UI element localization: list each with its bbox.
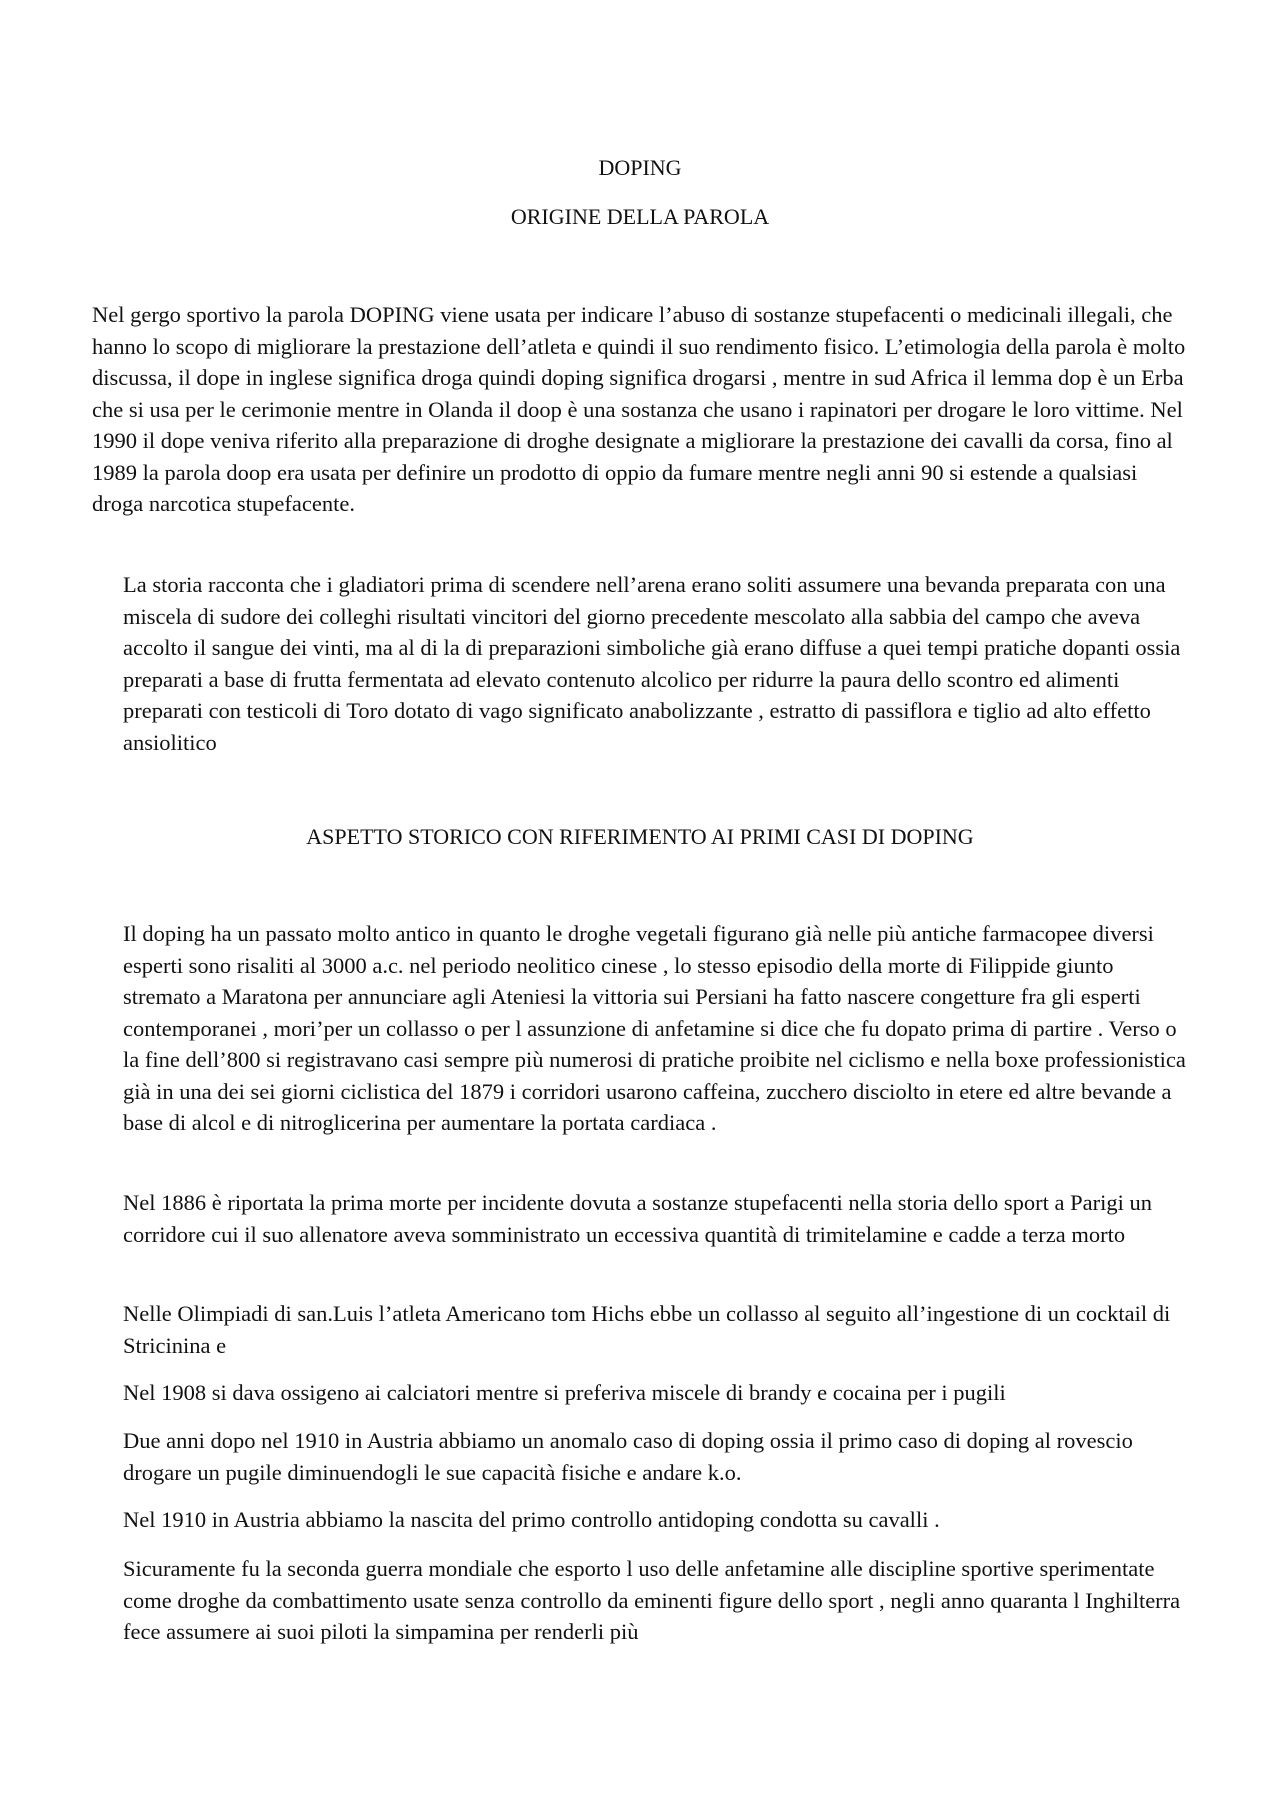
paragraph-history-5: Due anni dopo nel 1910 in Austria abbiamo un anomalo caso di doping ossia il primo caso di doping al rovescio drogare un pugile diminuendogli le sue capacità fisiche e andare k.o. <box>123 1428 1133 1485</box>
section-heading-origin: ORIGINE DELLA PAROLA <box>510 204 770 229</box>
paragraph-history-3: Nelle Olimpiadi di san.Luis l’atleta Americano tom Hichs ebbe un collasso al seguito all’ingestione di un cocktail di Stricinina e <box>123 1301 1171 1358</box>
paragraph-history-4: Nel 1908 si dava ossigeno ai calciatori mentre si preferiva miscele di brandy e cocaina per i pugili <box>123 1380 1006 1405</box>
section-heading-history: ASPETTO STORICO CON RIFERIMENTO AI PRIMI CASI DI DOPING <box>306 824 974 849</box>
paragraph-intro: Nel gergo sportivo la parola DOPING viene usata per indicare l’abuso di sostanze stupefacenti o medicinali illegali, che hanno lo scopo di migliorare la prestazione dell’atleta e quindi il suo rendimento fisico. L’etimologia della parola è molto discussa, il dope in inglese significa droga quindi doping significa drogarsi , mentre in sud Africa il lemma dop è un Erba che si usa per le cerimonie mentre in Olanda il doop è una sostanza che usano i rapinatori per drogare le loro vittime. Nel 1990 il dope veniva riferito alla preparazione di droghe designate a migliorare la prestazione dei cavalli da corsa, fino al 1989 la parola doop era usata per definire un prodotto di oppio da fumare mentre negli anni 90 si estende a qualsiasi droga narcotica stupefacente. <box>92 302 1186 516</box>
paragraph-history-7: Sicuramente fu la seconda guerra mondiale che esporto l uso delle anfetamine alle discipline sportive sperimentate come droghe da combattimento usate senza controllo da eminenti figure dello sport , negli anno quaranta l Inghilterra fece assumere ai suoi piloti la simpamina per renderli più <box>123 1556 1181 1644</box>
paragraph-history-6: Nel 1910 in Austria abbiamo la nascita del primo controllo antidoping condotta su cavalli . <box>123 1507 940 1532</box>
paragraph-gladiators: La storia racconta che i gladiatori prima di scendere nell’arena erano soliti assumere una bevanda preparata con una miscela di sudore dei colleghi risultati vincitori del giorno precedente mescolato alla sabbia del campo che aveva accolto il sangue dei vinti, ma al di la di preparazioni simboliche già erano diffuse a quei tempi pratiche dopanti ossia preparati a base di frutta fermentata ad elevato contenuto alcolico per ridurre la paura dello scontro ed alimenti preparati con testicoli di Toro dotato di vago significato anabolizzante , estratto di passiflora e tiglio ad alto effetto ansiolitico <box>123 572 1181 755</box>
document-title: DOPING <box>598 155 682 180</box>
paragraph-history-1: Il doping ha un passato molto antico in quanto le droghe vegetali figurano già nelle più antiche farmacopee diversi esperti sono risaliti al 3000 a.c. nel periodo neolitico cinese , lo stesso episodio della morte di Filippide giunto stremato a Maratona per annunciare agli Ateniesi la vittoria sui Persiani ha fatto nascere congetture fra gli esperti contemporanei , mori’per un collasso o per l assunzione di anfetamine si dice che fu dopato prima di partire . Verso o la fine dell’800 si registravano casi sempre più numerosi di pratiche proibite nel ciclismo e nella boxe professionistica già in una dei sei giorni ciclistica del 1879 i corridori usarono caffeina, zucchero disciolto in etere ed altre bevande a base di alcol e di nitroglicerina per aumentare la portata cardiaca . <box>123 921 1186 1135</box>
paragraph-history-2: Nel 1886 è riportata la prima morte per incidente dovuta a sostanze stupefacenti nella storia dello sport a Parigi un corridore cui il suo allenatore aveva somministrato un eccessiva quantità di trimitelamine e cadde a terza morto <box>123 1190 1153 1247</box>
